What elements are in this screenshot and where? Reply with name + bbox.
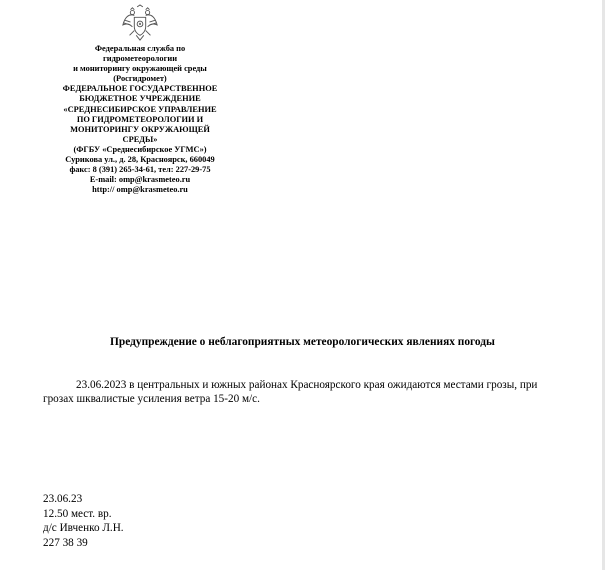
letterhead [40, 44, 240, 195]
signoff-phone: 227 38 39 [43, 537, 88, 550]
agency-name-line-3: и мониторингу окружающей среды [73, 64, 207, 74]
org-name-line-3: «СРЕДНЕСИБИРСКОЕ УПРАВЛЕНИЕ [63, 104, 217, 114]
signoff-block [43, 492, 124, 551]
org-name-line-6: СРЕДЫ» [122, 134, 158, 144]
org-phones: факс: 8 (391) 265-34-61, тел: 227-29-75 [69, 165, 211, 175]
warning-text: 23.06.2023 в центральных и южных районах Красноярского края ожидаются местами грозы, при грозах шквалистые усиления ветра 15-20 м/с. [43, 379, 538, 406]
document-title: Предупреждение о неблагоприятных метеорологических явлениях погоды [110, 336, 495, 348]
agency-short-name: (Росгидромет) [113, 74, 167, 84]
org-name-line-2: БЮДЖЕТНОЕ УЧРЕЖДЕНИЕ [79, 94, 201, 104]
org-email: E-mail: omp@krasmeteo.ru [89, 175, 191, 185]
org-name-line-5: МОНИТОРИНГУ ОКРУЖАЮЩЕЙ [70, 124, 210, 134]
signoff-person: д/с Ивченко Л.Н. [43, 522, 124, 535]
double-headed-eagle-emblem-icon [121, 4, 159, 42]
signoff-time: 12.50 мест. вр. [43, 507, 112, 520]
org-address: Сурикова ул., д. 28, Красноярск, 660049 [65, 155, 215, 165]
signoff-date: 23.06.23 [43, 493, 83, 505]
org-short-name: (ФГБУ «Среднесибирское УГМС») [73, 144, 207, 154]
agency-name-line-2: гидрометеорологии [102, 54, 178, 64]
org-name-line-1: ФЕДЕРАЛЬНОЕ ГОСУДАРСТВЕННОЕ [62, 84, 218, 94]
org-website: http:// omp@krasmeteo.ru [92, 185, 188, 195]
org-name-line-4: ПО ГИДРОМЕТЕОРОЛОГИИ И [76, 114, 204, 124]
agency-name-line-1: Федеральная служба по [94, 44, 186, 53]
